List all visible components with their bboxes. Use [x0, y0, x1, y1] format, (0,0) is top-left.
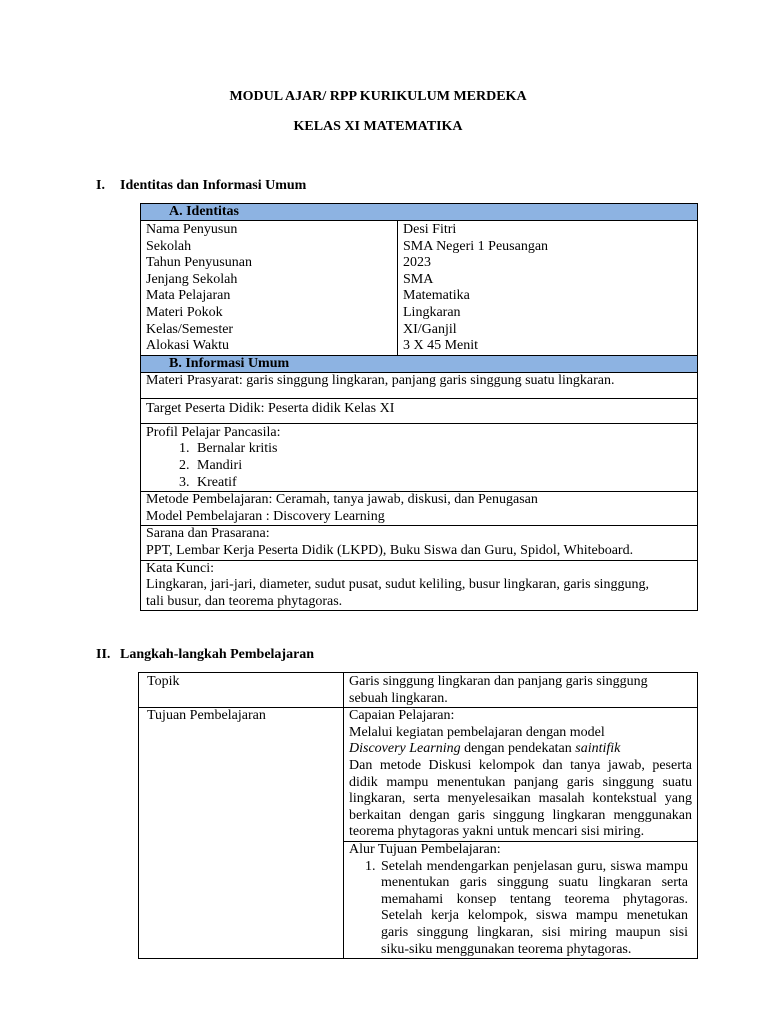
kata-kunci-text: Lingkaran, jari-jari, diameter, sudut pusat, sudut keliling, busur lingkaran, garis singgung, tali busur, dan teorema phytagoras.	[146, 577, 649, 609]
list-item: 2. Mandiri	[193, 458, 697, 475]
value-jenjang-sekolah: SMA	[403, 271, 434, 287]
value-mata-pelajaran: Matematika	[403, 288, 470, 304]
label-jenjang-sekolah: Jenjang Sekolah	[146, 271, 238, 287]
langkah-table	[138, 672, 698, 959]
identitas-table	[140, 203, 698, 611]
identitas-labels	[141, 221, 398, 356]
label-kelas-semester: Kelas/Semester	[146, 321, 234, 337]
list-item: 1. Setelah mendengarkan penjelasan guru, siswa mampu menentukan garis singgung suatu lingkaran serta memahami konsep tentang teorema phytagoras. Setelah kerja kelompok, siswa mampu menetukan garis singgung lingkaran, sisi miring maupun sisi siku-siku menggunakan teorema phytagoras.	[379, 859, 688, 959]
kata-kunci-label: Kata Kunci:	[146, 560, 215, 576]
list-item: 1. Bernalar kritis	[193, 441, 697, 458]
value-tahun-penyusunan: 2023	[403, 255, 431, 271]
alur-cell	[344, 841, 698, 958]
kata-kunci-cell	[141, 560, 698, 611]
value-materi-pokok: Lingkaran	[403, 304, 461, 320]
section-1-heading	[96, 178, 306, 195]
value-nama-penyusun: Desi Fitri	[403, 222, 457, 237]
capaian-pendekatan: saintifik	[575, 741, 621, 757]
capaian-cell	[344, 708, 698, 842]
tujuan-label: Tujuan Pembelajaran	[139, 708, 344, 959]
label-tahun-penyusunan: Tahun Penyusunan	[146, 255, 252, 271]
sarana-label: Sarana dan Prasarana:	[146, 526, 270, 542]
capaian-label: Capaian Pelajaran:	[349, 708, 455, 724]
value-sekolah: SMA Negeri 1 Peusangan	[403, 238, 549, 254]
materi-prasyarat: Materi Prasyarat: garis singgung lingkaran, panjang garis singgung suatu lingkaran.	[141, 372, 698, 398]
sarana-cell	[141, 526, 698, 560]
identitas-header: A. Identitas	[141, 204, 698, 221]
label-nama-penyusun: Nama Penyusun	[146, 222, 238, 237]
list-item: 3. Kreatif	[193, 475, 697, 492]
profil-pelajar-label: Profil Pelajar Pancasila:	[146, 424, 281, 440]
capaian-text: dengan pendekatan	[460, 741, 576, 757]
value-kelas-semester: XI/Ganjil	[403, 321, 457, 337]
profil-pelajar-list	[146, 441, 697, 491]
label-alokasi-waktu: Alokasi Waktu	[146, 338, 229, 354]
capaian-model: Discovery Learning	[349, 741, 461, 757]
identitas-values	[398, 221, 698, 356]
section-2-label: Langkah-langkah Pembelajaran	[120, 647, 315, 662]
alur-label: Alur Tujuan Pembelajaran:	[349, 841, 501, 857]
value-alokasi-waktu: 3 X 45 Menit	[403, 338, 479, 354]
section-2-heading	[96, 647, 314, 664]
label-materi-pokok: Materi Pokok	[146, 304, 223, 320]
capaian-paragraph-1	[349, 725, 692, 758]
section-1-number: I.	[96, 178, 105, 193]
informasi-header: B. Informasi Umum	[141, 355, 698, 372]
section-2-number: II.	[96, 647, 111, 662]
model-pembelajaran: Model Pembelajaran : Discovery Learning	[146, 508, 385, 524]
capaian-text: Melalui kegiatan pembelajaran dengan model	[349, 724, 605, 740]
label-mata-pelajaran: Mata Pelajaran	[146, 288, 231, 304]
document-subtitle: KELAS XI MATEMATIKA	[293, 119, 463, 134]
topik-label: Topik	[139, 673, 344, 708]
sarana-text: PPT, Lembar Kerja Peserta Didik (LKPD), Buku Siswa dan Guru, Spidol, Whiteboard.	[146, 542, 634, 558]
target-peserta-didik: Target Peserta Didik: Peserta didik Kelas XI	[141, 398, 698, 423]
alur-list	[349, 859, 688, 959]
topik-value: Garis singgung lingkaran dan panjang garis singgung sebuah lingkaran.	[344, 673, 698, 708]
section-1-label: Identitas dan Informasi Umum	[120, 178, 307, 193]
document-title: MODUL AJAR/ RPP KURIKULUM MERDEKA	[229, 89, 527, 104]
capaian-paragraph-2: Dan metode Diskusi kelompok dan tanya jawab, peserta didik mampu menentukan panjang garis singgung suatu lingkaran, serta menyelesaikan masalah kontekstual yang berkaitan dengan garis singgung lingkaran menggunakan teorema phytagoras yakni untuk mencari sisi miring.	[349, 757, 692, 840]
profil-pelajar-cell	[141, 423, 698, 491]
metode-model-cell	[141, 492, 698, 526]
label-sekolah: Sekolah	[146, 238, 192, 254]
metode-pembelajaran: Metode Pembelajaran: Ceramah, tanya jawab, diskusi, dan Penugasan	[146, 492, 538, 508]
